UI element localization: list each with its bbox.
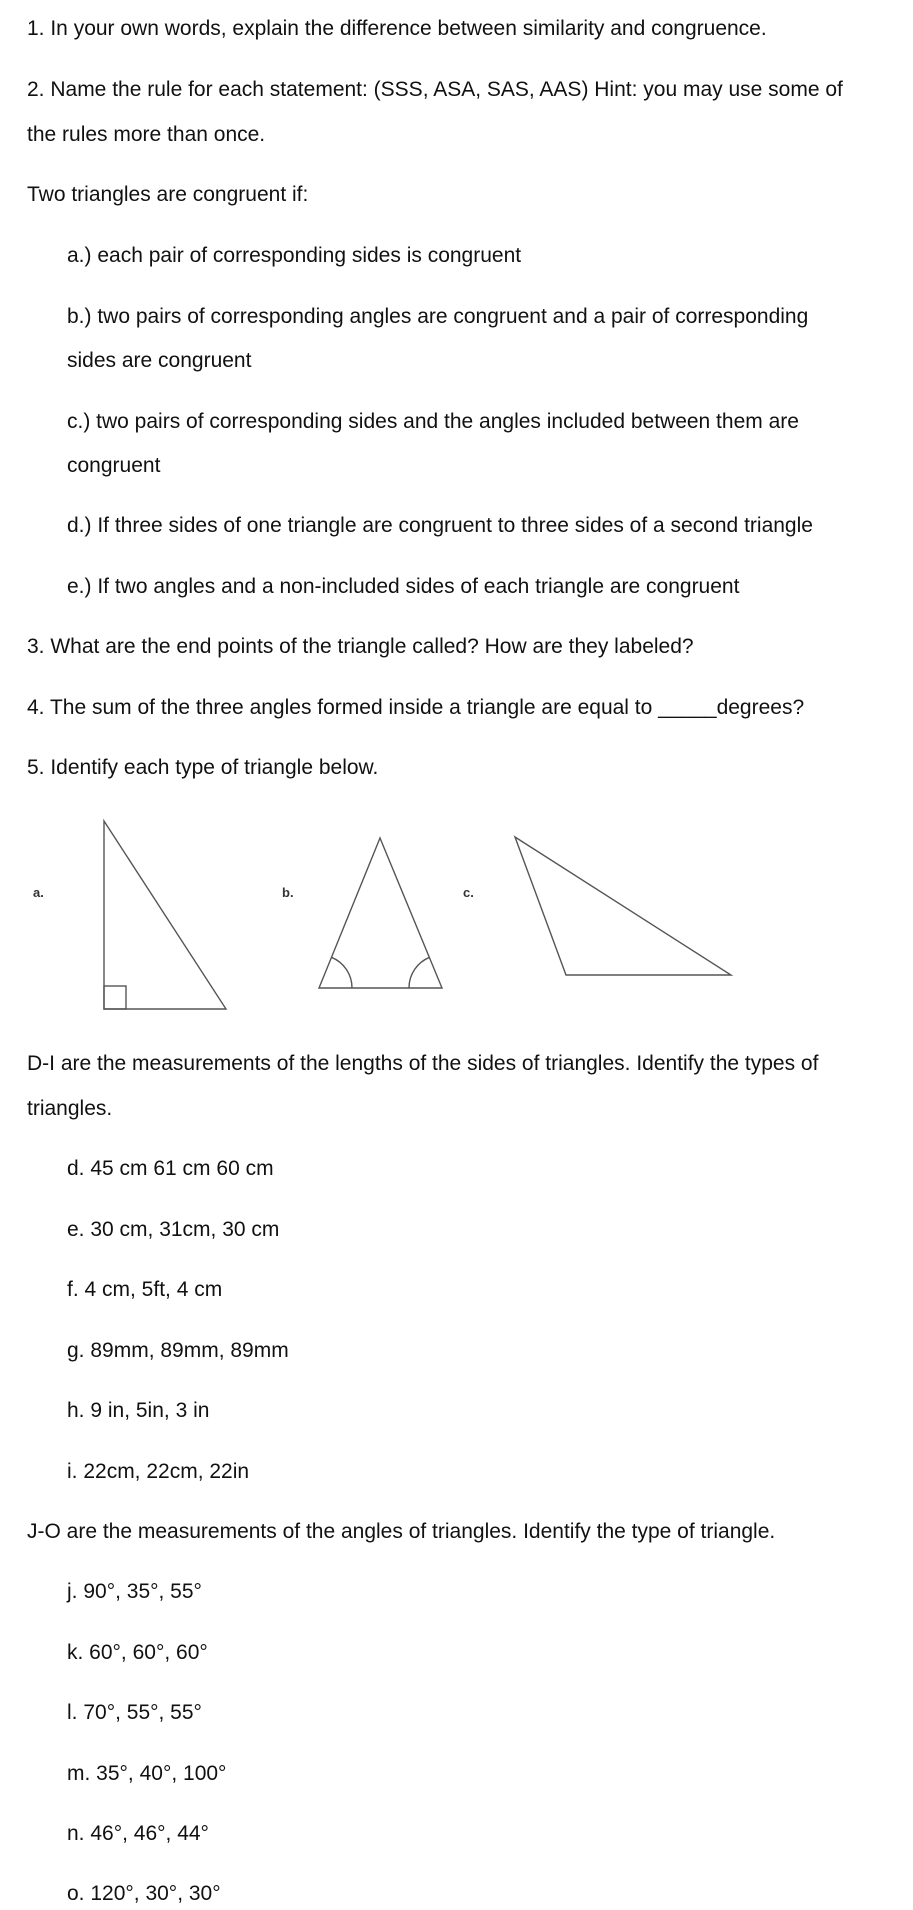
sides-intro-line-2: triangles. [27, 1097, 113, 1120]
side-item-f: f. 4 cm, 5ft, 4 cm [67, 1278, 223, 1301]
angle-item-n: n. 46°, 46°, 44° [67, 1822, 209, 1845]
question-5: 5. Identify each type of triangle below. [27, 756, 379, 779]
rule-c-line-2: congruent [67, 454, 161, 477]
obtuse-triangle-outline [515, 837, 731, 975]
right-angle-marker [104, 986, 126, 1009]
side-item-e: e. 30 cm, 31cm, 30 cm [67, 1218, 280, 1241]
rule-a: a.) each pair of corresponding sides is congruent [67, 244, 522, 267]
figure-c-label: c. [463, 885, 474, 900]
left-angle-arc [332, 957, 353, 988]
side-item-h: h. 9 in, 5in, 3 in [67, 1399, 210, 1422]
question-1: 1. In your own words, explain the difference between similarity and congruence. [27, 17, 767, 40]
obtuse-triangle-figure [510, 831, 735, 981]
side-item-d: d. 45 cm 61 cm 60 cm [67, 1157, 274, 1180]
right-triangle-outline [104, 821, 226, 1009]
rule-e: e.) If two angles and a non-included sides of each triangle are congruent [67, 575, 740, 598]
question-4 [27, 696, 804, 720]
rule-b-line-2: sides are congruent [67, 349, 252, 372]
figure-b-label: b. [282, 885, 294, 900]
isosceles-triangle-outline [319, 838, 442, 988]
right-triangle-figure [98, 815, 233, 1015]
angle-item-o: o. 120°, 30°, 30° [67, 1882, 221, 1905]
angle-item-l: l. 70°, 55°, 55° [67, 1701, 202, 1724]
right-angle-arc [409, 957, 430, 988]
question-4-suffix: degrees? [716, 696, 805, 719]
congruent-intro: Two triangles are congruent if: [27, 183, 309, 206]
side-item-i: i. 22cm, 22cm, 22in [67, 1460, 250, 1483]
rule-b-line-1: b.) two pairs of corresponding angles are congruent and a pair of corresponding [67, 305, 809, 328]
answer-blank: _____ [658, 696, 717, 719]
angles-intro: J-O are the measurements of the angles of triangles. Identify the type of triangle. [27, 1520, 776, 1543]
rule-d: d.) If three sides of one triangle are congruent to three sides of a second triangle [67, 514, 813, 537]
question-3: 3. What are the end points of the triangle called? How are they labeled? [27, 635, 694, 658]
question-4-text: 4. The sum of the three angles formed inside a triangle are equal to [27, 696, 659, 719]
angle-item-k: k. 60°, 60°, 60° [67, 1641, 208, 1664]
isosceles-triangle-figure [313, 832, 448, 992]
side-item-g: g. 89mm, 89mm, 89mm [67, 1339, 289, 1362]
sides-intro-line-1: D-I are the measurements of the lengths of the sides of triangles. Identify the types of [27, 1052, 819, 1075]
figure-a-label: a. [33, 885, 44, 900]
question-2-line-1: 2. Name the rule for each statement: (SSS, ASA, SAS, AAS) Hint: you may use some of [27, 78, 843, 101]
question-2-line-2: the rules more than once. [27, 123, 266, 146]
angle-item-j: j. 90°, 35°, 55° [67, 1580, 202, 1603]
rule-c-line-1: c.) two pairs of corresponding sides and the angles included between them are [67, 410, 799, 433]
angle-item-m: m. 35°, 40°, 100° [67, 1762, 227, 1785]
